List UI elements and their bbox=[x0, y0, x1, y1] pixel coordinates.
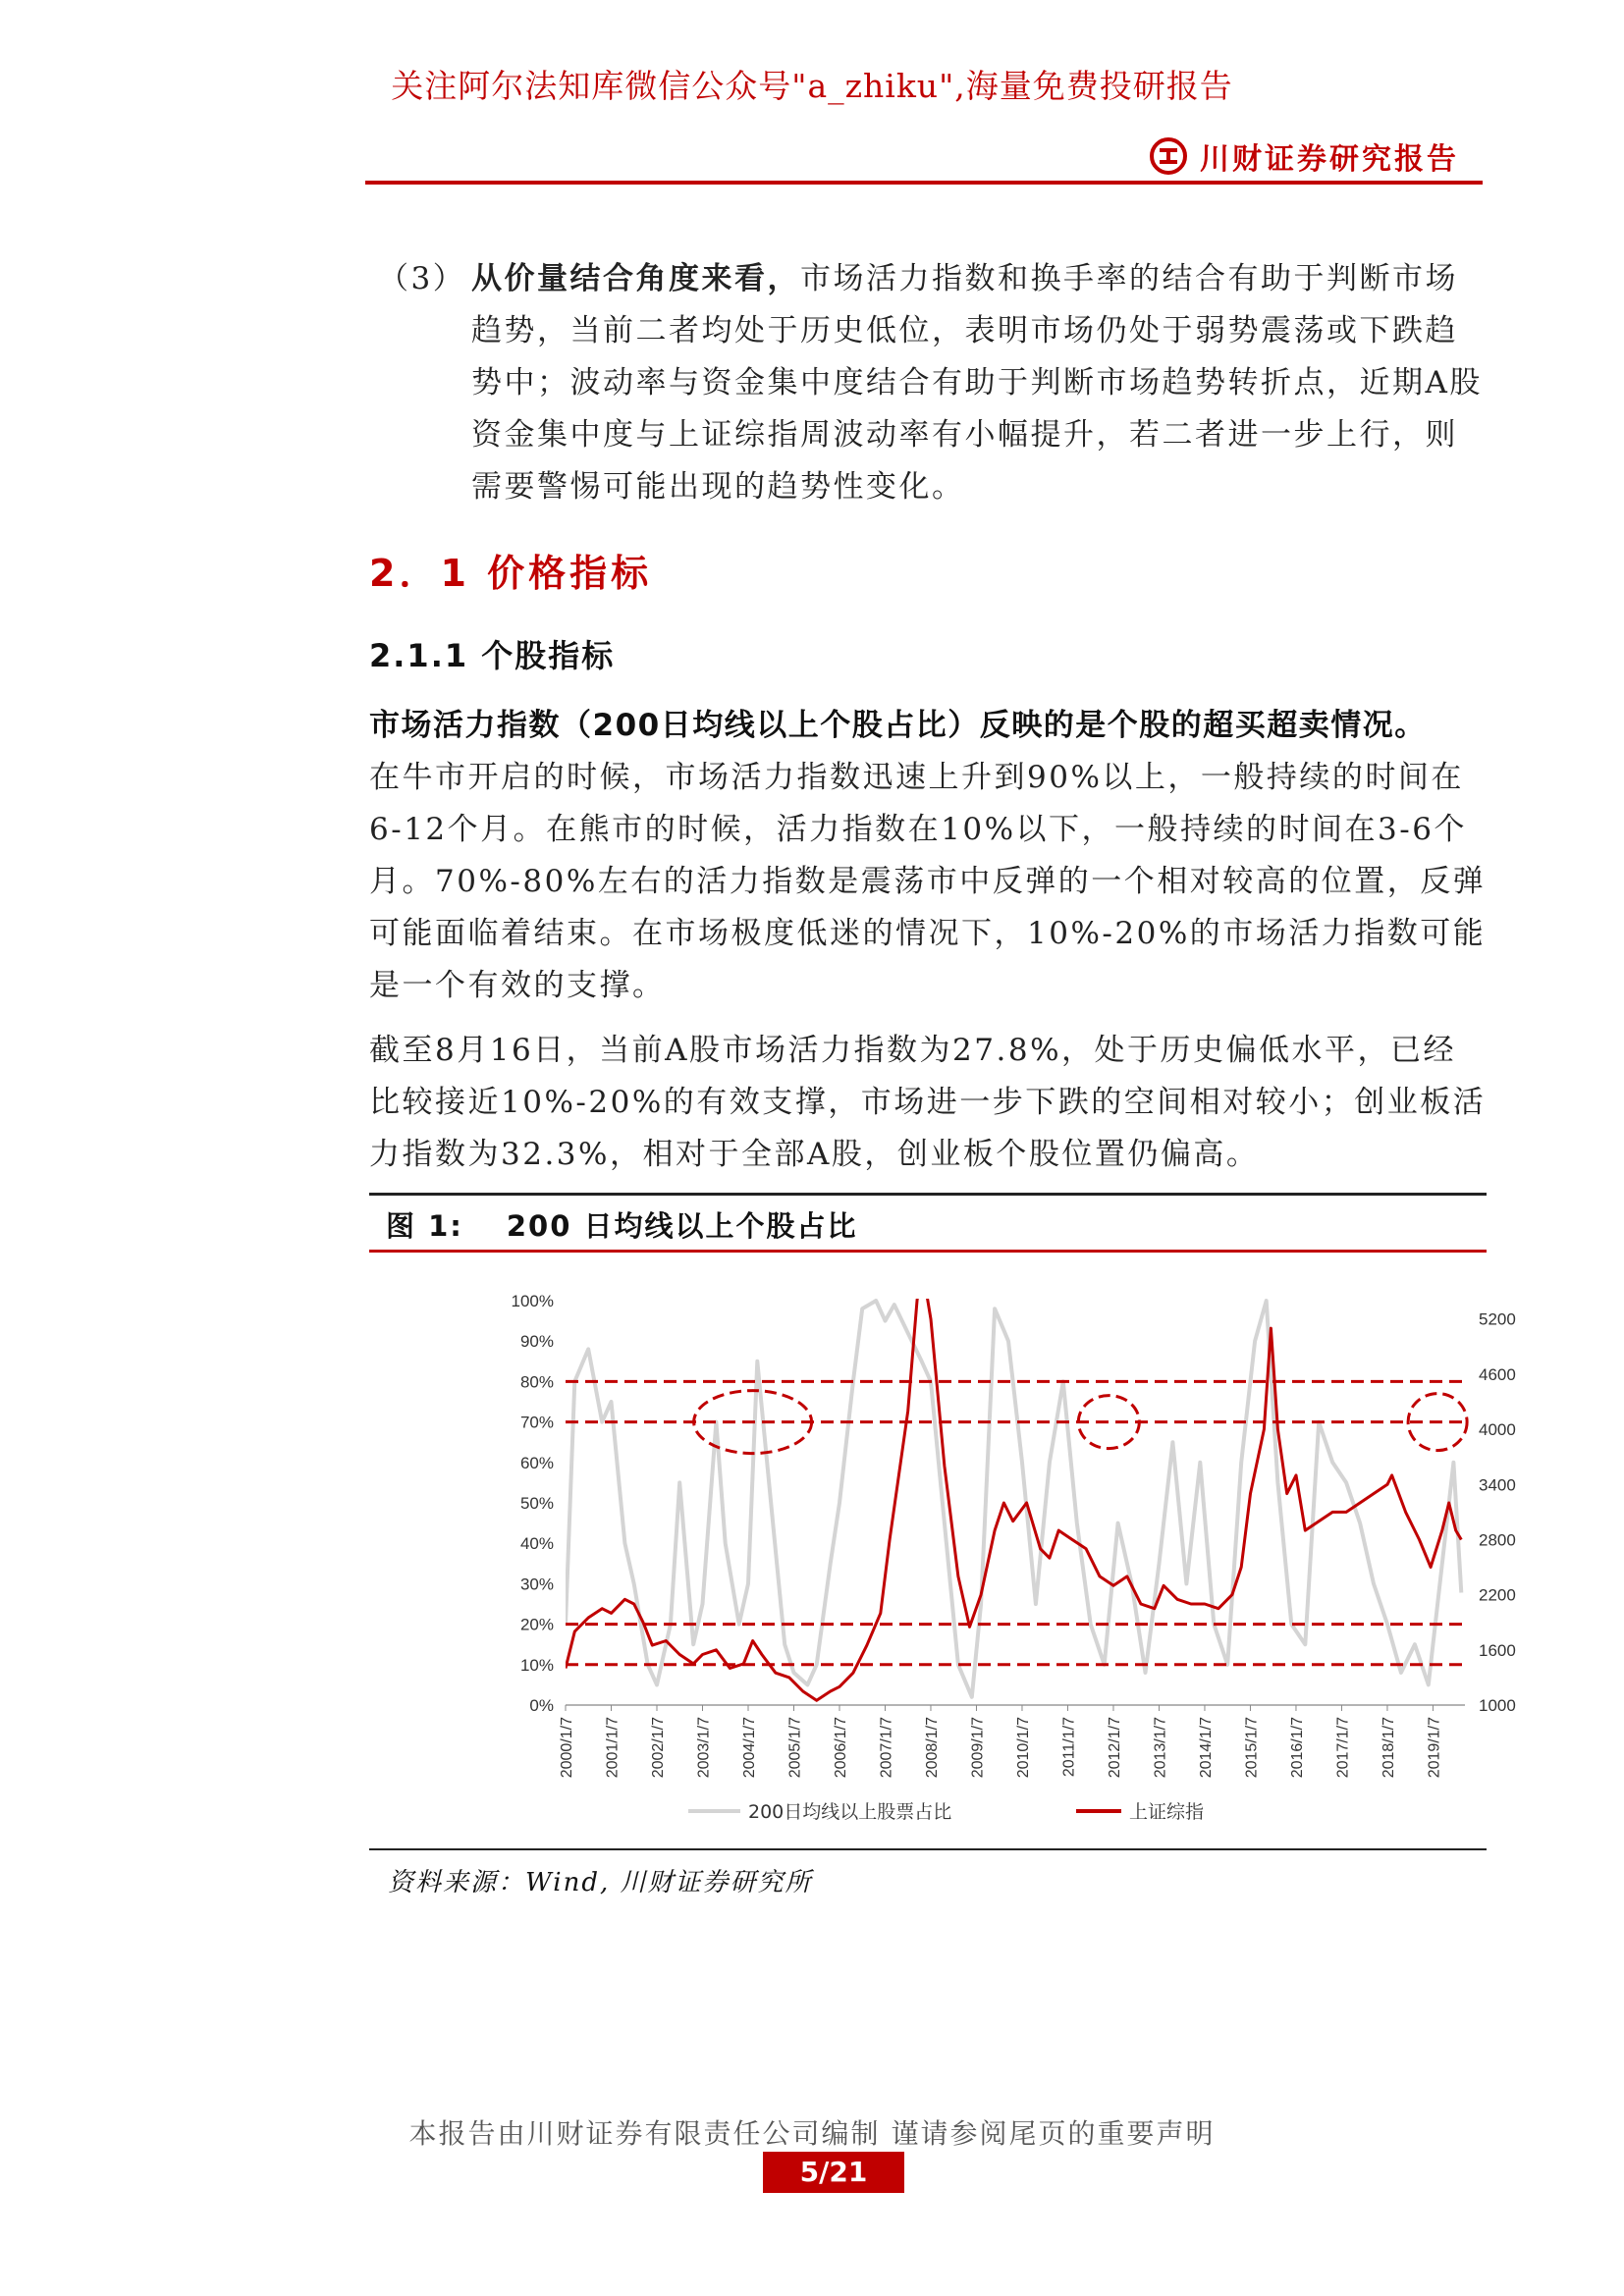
page-number: 5/21 bbox=[763, 2152, 904, 2193]
x-axis-tick-label: 2000/1/7 bbox=[559, 1717, 575, 1779]
right-axis-tick-label: 4000 bbox=[1479, 1420, 1516, 1440]
section-heading: 2．1 价格指标 bbox=[369, 552, 653, 595]
left-axis-tick-label: 100% bbox=[511, 1292, 554, 1310]
right-axis-tick-label: 5200 bbox=[1479, 1309, 1516, 1329]
left-axis-tick-label: 20% bbox=[519, 1615, 554, 1634]
left-axis-tick-label: 30% bbox=[519, 1575, 554, 1594]
figure-label: 图 1: bbox=[386, 1209, 463, 1243]
brand-name: 川财证券研究报告 bbox=[1200, 142, 1459, 177]
brand-header bbox=[1149, 133, 1459, 179]
activity-index-line bbox=[566, 1301, 1461, 1697]
x-axis-tick-label: 2002/1/7 bbox=[649, 1717, 667, 1779]
paragraph-3 bbox=[471, 253, 1483, 513]
header-divider bbox=[365, 181, 1483, 185]
left-axis-tick-label: 40% bbox=[519, 1534, 554, 1554]
x-axis-tick-label: 2013/1/7 bbox=[1152, 1717, 1169, 1779]
figure-title: 200 日均线以上个股占比 bbox=[506, 1209, 858, 1243]
x-axis-tick-label: 2016/1/7 bbox=[1288, 1717, 1306, 1779]
x-axis-tick-label: 2019/1/7 bbox=[1426, 1717, 1443, 1779]
left-axis-tick-label: 10% bbox=[519, 1655, 554, 1675]
x-axis-tick-label: 2011/1/7 bbox=[1060, 1717, 1078, 1778]
body-paragraph-2: 截至8月16日，当前A股市场活力指数为27.8%，处于历史偏低水平，已经比较接近10%-20%的有效支撑，市场进一步下跌的空间相对较小；创业板活力指数为32.3%，相对于全部A股，创业板个股位置仍偏高。 bbox=[369, 1033, 1487, 1172]
body-paragraph-1: 在牛市开启的时候，市场活力指数迅速上升到90%以上，一般持续的时间在6-12个月。在熊市的时候，活力指数在10%以下，一般持续的时间在3-6个月。70%-80%左右的活力指数是震荡市中反弹的一个相对较高的位置，反弹可能面临着结束。在市场极度低迷的情况下，10%-20%的市场活力指数可能是一个有效的支撑。 bbox=[369, 760, 1487, 1003]
x-axis-tick-label: 2012/1/7 bbox=[1106, 1717, 1123, 1779]
right-axis-tick-label: 1000 bbox=[1479, 1696, 1516, 1715]
x-axis-tick-label: 2006/1/7 bbox=[832, 1717, 849, 1779]
right-axis-tick-label: 2200 bbox=[1479, 1585, 1516, 1605]
x-axis-tick-label: 2015/1/7 bbox=[1243, 1717, 1261, 1779]
right-axis-tick-label: 2800 bbox=[1479, 1530, 1516, 1550]
left-axis-tick-label: 90% bbox=[519, 1332, 554, 1352]
x-axis-tick-label: 2003/1/7 bbox=[695, 1717, 713, 1779]
figure-caption-rule bbox=[369, 1250, 1487, 1253]
subsection-heading: 2.1.1 个股指标 bbox=[369, 637, 616, 674]
paragraph-number: （3） bbox=[378, 261, 466, 296]
footer-disclaimer: 本报告由川财证券有限责任公司编制 谨请参阅尾页的重要声明 bbox=[408, 2117, 1216, 2150]
left-axis-tick-label: 50% bbox=[519, 1494, 554, 1513]
shanghai-index-line bbox=[566, 1264, 1461, 1701]
figure-source: 资料来源：Wind, 川财证券研究所 bbox=[388, 1868, 813, 1897]
right-axis-tick-label: 1600 bbox=[1479, 1640, 1516, 1660]
left-axis-tick-label: 70% bbox=[519, 1413, 554, 1432]
x-axis-tick-label: 2001/1/7 bbox=[604, 1717, 622, 1779]
left-axis-tick-label: 0% bbox=[529, 1696, 554, 1715]
x-axis-tick-label: 2010/1/7 bbox=[1014, 1717, 1032, 1779]
figure-bottom-rule bbox=[369, 1848, 1487, 1850]
x-axis-tick-label: 2017/1/7 bbox=[1334, 1717, 1352, 1779]
right-axis-tick-label: 3400 bbox=[1479, 1475, 1516, 1495]
brand-logo-icon bbox=[1149, 136, 1188, 176]
market-activity-chart bbox=[369, 1266, 1516, 1845]
figure-top-rule bbox=[369, 1193, 1487, 1196]
paragraph-3-text: 市场活力指数和换手率的结合有助于判断市场趋势，当前二者均处于历史低位，表明市场仍处于弱势震荡或下跌趋势中；波动率与资金集中度结合有助于判断市场趋势转折点，近期A股资金集中度与上证综指周波动率有小幅提升，若二者进一步上行，则需要警惕可能出现的趋势性变化。 bbox=[471, 261, 1483, 505]
paragraph-3-lead: 从价量结合角度来看， bbox=[471, 261, 800, 296]
x-axis-tick-label: 2004/1/7 bbox=[740, 1717, 758, 1779]
plot-area bbox=[566, 1264, 1465, 1701]
x-axis-tick-label: 2009/1/7 bbox=[969, 1717, 987, 1779]
figure-caption bbox=[386, 1204, 858, 1245]
left-axis-tick-label: 80% bbox=[519, 1372, 554, 1392]
legend-label-activity-index: 200日均线以上股票占比 bbox=[748, 1801, 952, 1823]
x-axis-tick-label: 2014/1/7 bbox=[1197, 1717, 1215, 1779]
section-lead: 市场活力指数（200日均线以上个股占比）反映的是个股的超买超卖情况。 bbox=[369, 708, 1427, 743]
x-axis-tick-label: 2008/1/7 bbox=[923, 1717, 941, 1779]
x-axis-tick-label: 2007/1/7 bbox=[878, 1717, 895, 1779]
left-axis-tick-label: 60% bbox=[519, 1453, 554, 1472]
right-axis-tick-label: 4600 bbox=[1479, 1364, 1516, 1384]
x-axis-tick-label: 2018/1/7 bbox=[1380, 1717, 1397, 1779]
watermark-banner: 关注阿尔法知库微信公众号"a_zhiku",海量免费投研报告 bbox=[391, 67, 1233, 105]
legend-label-shanghai-index: 上证综指 bbox=[1129, 1801, 1205, 1823]
x-axis-tick-label: 2005/1/7 bbox=[786, 1717, 804, 1779]
